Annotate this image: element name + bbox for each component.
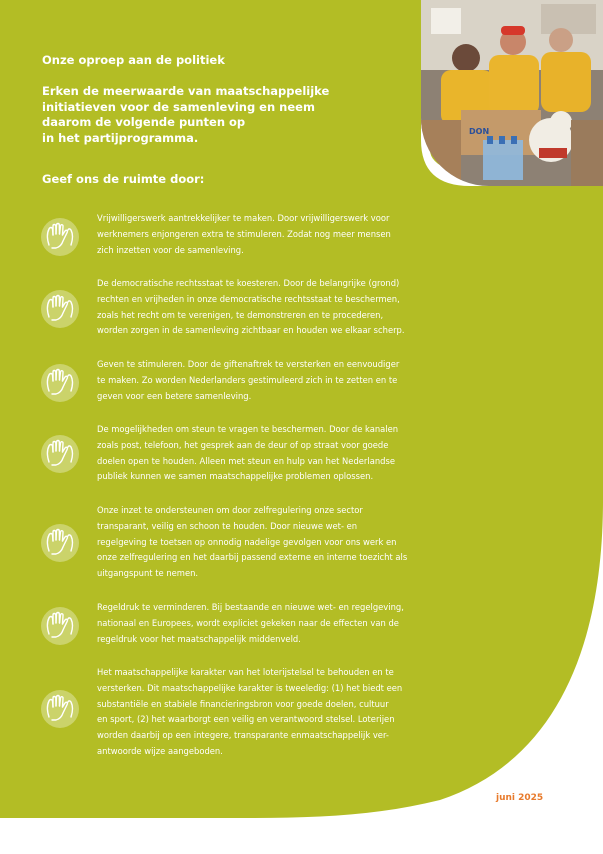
text-line: rechten en vrijheden in onze democratische rechtsstaat te beschermen, [97, 293, 400, 304]
list-item-text [97, 211, 481, 258]
text-line: publiek kunnen we samen maatschappelijke problemen oplossen. [97, 471, 374, 482]
intro-line: initiatieven voor de samenleving en neem [42, 99, 315, 114]
list-item-text [97, 422, 481, 485]
hands-icon [40, 289, 80, 329]
text-line: Regeldruk te verminderen. Bij bestaande en nieuwe wet- en regelgeving, [97, 602, 404, 612]
text-line: Onze inzet te ondersteunen om door zelfregulering onze sector [97, 505, 363, 515]
volunteers-photo [421, 0, 603, 186]
text-line: en sport, (2) het waarborgt een veilig en verantwoord stelsel. Loterijen [97, 714, 395, 725]
list-item-text [97, 503, 481, 582]
text-line: substantiële en stabiele financieringsbron voor goede doelen, cultuur [97, 698, 389, 709]
hands-icon [40, 689, 80, 729]
text-line: transparant, veilig en schoon te houden. Door nieuwe wet- en [97, 520, 358, 531]
text-line: regeldruk voor het maatschappelijk middenveld. [97, 633, 301, 644]
intro-line: Erken de meerwaarde van maatschappelijke [42, 84, 330, 98]
text-line: worden zorgen in de samenleving zichtbaar en houden we elkaar scherp. [97, 325, 405, 336]
text-line: Het maatschappelijke karakter van het loterijstelsel te behouden en te [97, 667, 394, 677]
text-line: geven voor een betere samenleving. [97, 390, 252, 401]
text-line: zoals post, telefoon, het gesprek aan de deur of op straat voor goede [97, 439, 389, 450]
text-line: versterken. Dit maatschappelijke karakter is tweeledig: (1) het biedt een [97, 682, 403, 693]
text-line: worden daarbij op een integere, transparante enmaatschappelijk ver- [97, 730, 389, 741]
text-line: antwoorde wijze aangeboden. [97, 745, 223, 756]
text-line: Geven te stimuleren. Door de giftenaftrek te versterken en eenvoudiger [97, 359, 400, 369]
text-line: zoals het recht om te verenigen, te demonstreren en te procederen, [97, 309, 384, 320]
text-line: onze zelfregulering en het daarbij passend externe en interne toezicht als [97, 552, 408, 563]
text-line: nationaal en Europees, wordt expliciet gekeken naar de effecten van de [97, 617, 399, 628]
subheading: Geef ons de ruimte door: [42, 172, 205, 186]
hands-icon [40, 434, 80, 474]
text-line: uitgangspunt te nemen. [97, 568, 199, 579]
call-title: Onze oproep aan de politiek [42, 53, 225, 67]
hands-icon [40, 217, 80, 257]
list-item-text [97, 600, 481, 647]
text-line: zich inzetten voor de samenleving. [97, 244, 244, 255]
intro-line: daarom de volgende punten op [42, 115, 246, 129]
list-item-text [97, 357, 481, 404]
hands-icon [40, 523, 80, 563]
text-line: te maken. Zo worden Nederlanders gestimuleerd zich in te zetten en te [97, 374, 398, 385]
text-line: regelgeving te toetsen op onnodig nadelige gevolgen voor ons werk en [97, 536, 397, 547]
text-line: werknemers enjongeren extra te stimuleren. Zodat nog meer mensen [97, 228, 391, 239]
hands-icon [40, 363, 80, 403]
hands-icon [40, 606, 80, 646]
box-text: DON [469, 127, 490, 136]
publication-date: juni 2025 [496, 793, 544, 803]
text-line: doelen open te houden. Alleen met steun en hulp van het Nederlandse [97, 455, 395, 466]
list-item-text [97, 665, 481, 760]
text-line: De democratische rechtsstaat te koesteren. Door de belangrijke (grond) [97, 278, 400, 288]
text-line: Vrijwilligerswerk aantrekkelijker te maken. Door vrijwilligerswerk voor [97, 213, 390, 223]
intro-statement [42, 84, 372, 146]
text-line: De mogelijkheden om steun te vragen te beschermen. Door de kanalen [97, 424, 399, 434]
list-item-text [97, 276, 481, 339]
volunteers-photo-illustration [421, 0, 603, 186]
intro-line: in het partijprogramma. [42, 130, 199, 145]
